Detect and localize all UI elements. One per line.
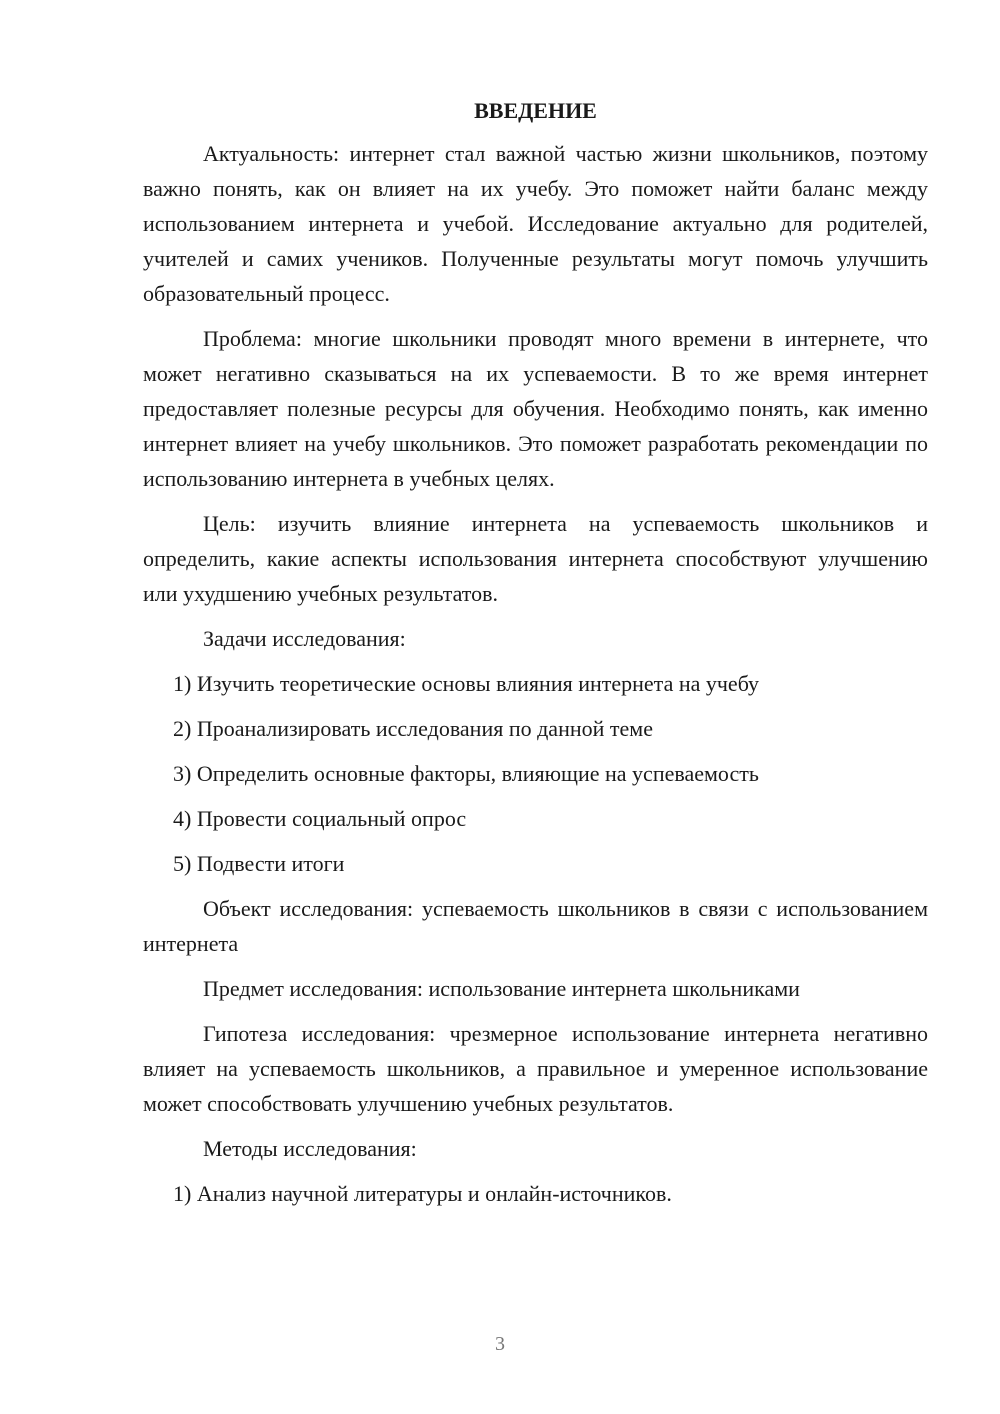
hypothesis-paragraph: Гипотеза исследования: чрезмерное использование интернета негативно влияет на успеваемость школьников, а правильное и умеренное использование может способствовать улучшению учебных результатов. bbox=[143, 1021, 928, 1116]
tasks-label: Задачи исследования: bbox=[203, 626, 406, 651]
list-item: 4) Провести социальный опрос bbox=[173, 806, 467, 831]
subject-paragraph: Предмет исследования: использование интернета школьниками bbox=[203, 976, 800, 1001]
document-body bbox=[143, 93, 928, 1221]
methods-list bbox=[143, 1176, 928, 1211]
methods-label: Методы исследования: bbox=[203, 1136, 417, 1161]
list-item: 2) Проанализировать исследования по данной теме bbox=[173, 716, 653, 741]
goal-paragraph: Цель: изучить влияние интернета на успеваемость школьников и определить, какие аспекты использования интернета способствуют улучшению или ухудшению учебных результатов. bbox=[143, 511, 928, 606]
relevance-paragraph: Актуальность: интернет стал важной частью жизни школьников, поэтому важно понять, как он влияет на их учебу. Это поможет найти баланс между использованием интернета и учебой. Исследование актуально для родителей, учителей и самих учеников. Полученные результаты могут помочь улучшить образовательный процесс. bbox=[143, 141, 928, 306]
list-item: 5) Подвести итоги bbox=[173, 851, 345, 876]
tasks-list bbox=[143, 666, 928, 881]
list-item: 1) Анализ научной литературы и онлайн-источников. bbox=[173, 1181, 672, 1206]
list-item: 1) Изучить теоретические основы влияния интернета на учебу bbox=[173, 671, 760, 696]
list-item: 3) Определить основные факторы, влияющие на успеваемость bbox=[173, 761, 759, 786]
section-heading: ВВЕДЕНИЕ bbox=[474, 98, 597, 123]
problem-paragraph: Проблема: многие школьники проводят много времени в интернете, что может негативно сказываться на их успеваемости. В то же время интернет предоставляет полезные ресурсы для обучения. Необходимо понять, как именно интернет влияет на учебу школьников. Это поможет разработать рекомендации по использованию интернета в учебных целях. bbox=[143, 326, 928, 491]
object-paragraph: Объект исследования: успеваемость школьников в связи с использованием интернета bbox=[143, 896, 928, 956]
page-number: 3 bbox=[495, 1333, 505, 1355]
